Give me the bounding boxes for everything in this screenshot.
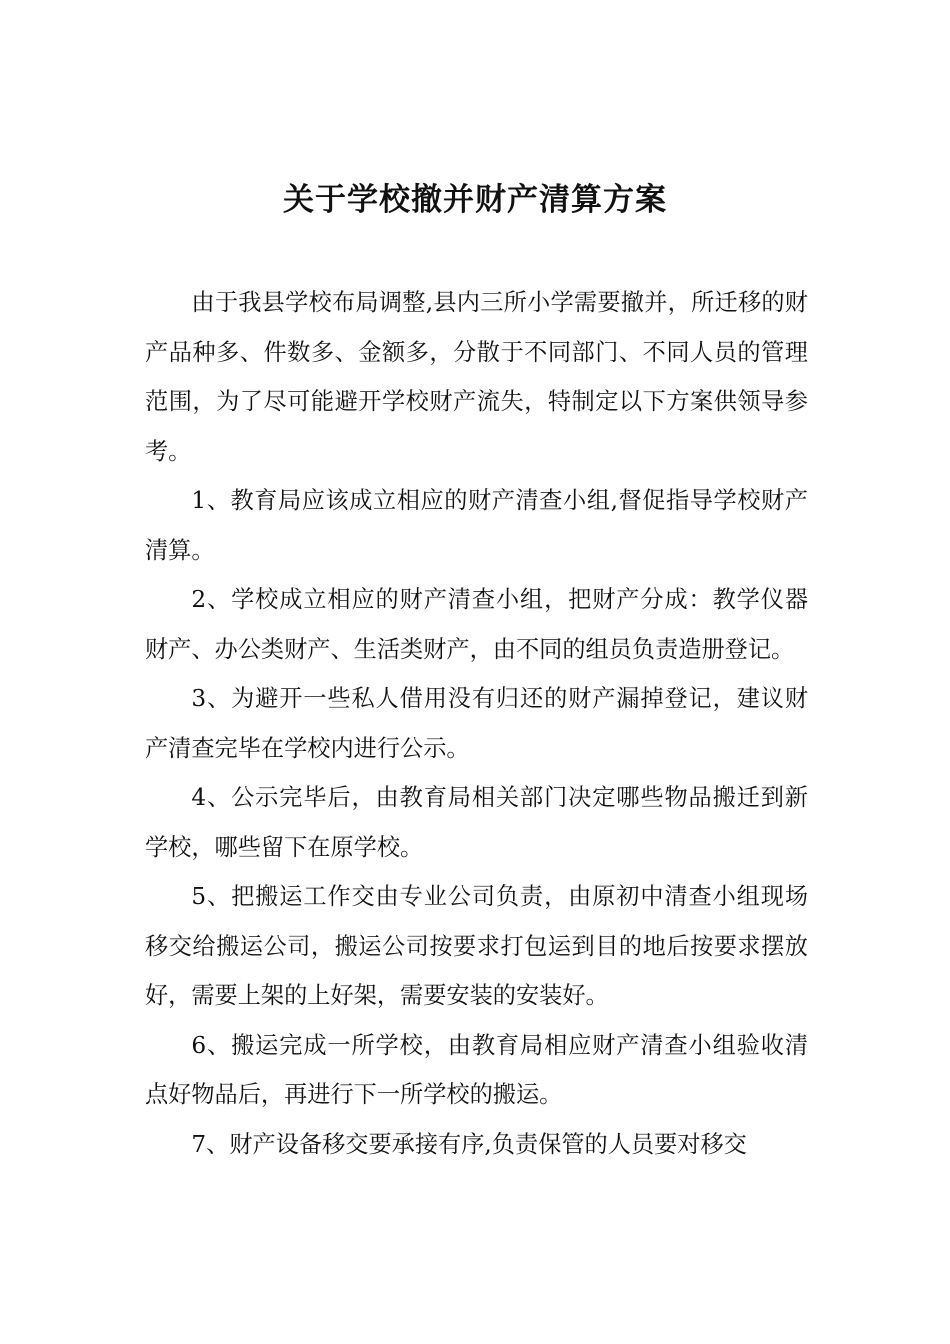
paragraph-intro: 由于我县学校布局调整,县内三所小学需要撤并，所迁移的财产品种多、件数多、金额多，分散于不同部门、不同人员的管理范围，为了尽可能避开学校财产流失，特制定以下方案供领导参考。 [145, 289, 808, 465]
paragraph-item-5: 5、把搬运工作交由专业公司负责，由原初中清查小组现场移交给搬运公司，搬运公司按要求打包运到目的地后按要求摆放好，需要上架的上好架，需要安装的安装好。 [145, 883, 808, 1009]
paragraph-item-4: 4、公示完毕后，由教育局相关部门决定哪些物品搬迁到新学校，哪些留下在原学校。 [145, 784, 808, 861]
paragraph-item-7: 7、财产设备移交要承接有序,负责保管的人员要对移交 [191, 1130, 747, 1158]
paragraph-item-3: 3、为避开一些私人借用没有归还的财产漏掉登记，建议财产清查完毕在学校内进行公示。 [145, 685, 808, 762]
paragraph-item-1: 1、教育局应该成立相应的财产清查小组,督促指导学校财产清算。 [145, 487, 808, 564]
document-body [145, 278, 808, 1169]
paragraph-item-6: 6、搬运完成一所学校，由教育局相应财产清查小组验收清点好物品后，再进行下一所学校的搬运。 [145, 1031, 808, 1108]
paragraph-item-2: 2、学校成立相应的财产清查小组，把财产分成：教学仪器财产、办公类财产、生活类财产，由不同的组员负责造册登记。 [145, 586, 808, 663]
document-title: 关于学校撤并财产清算方案 [283, 182, 667, 218]
